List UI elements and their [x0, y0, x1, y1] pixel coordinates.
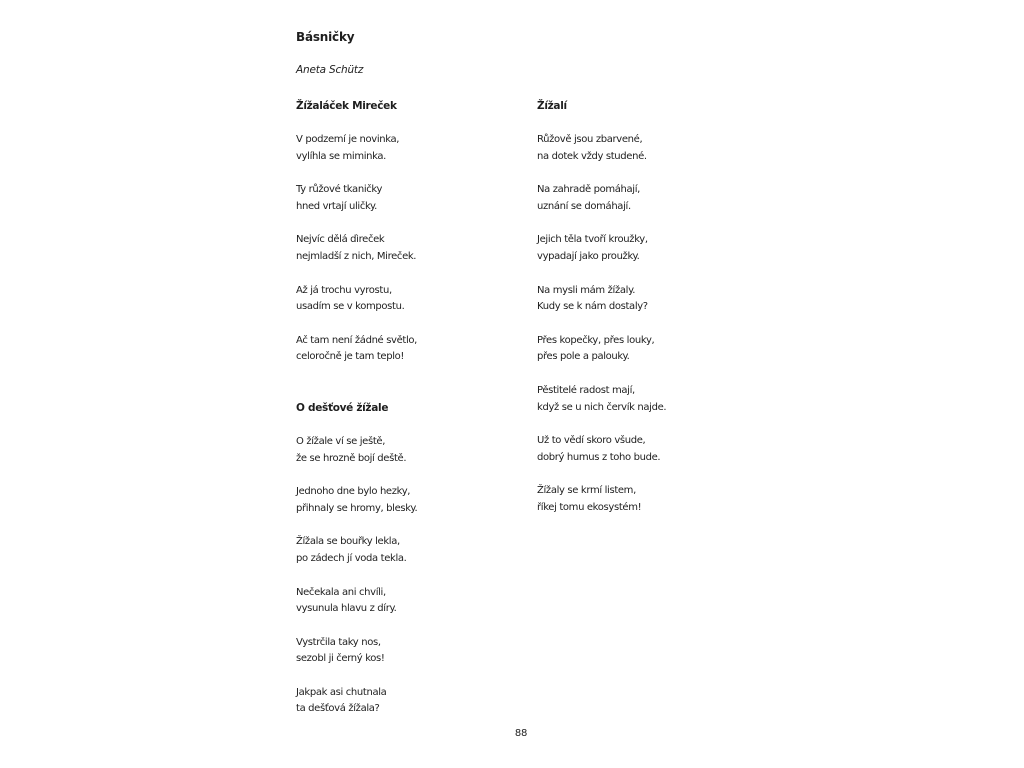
- stanza: [296, 585, 536, 618]
- verse-line: Nejvíc dělá dìreček: [296, 234, 385, 246]
- author-name: Aneta Schütz: [296, 64, 364, 76]
- left-column: [296, 98, 536, 735]
- verse-line: celoročně je tam teplo!: [296, 351, 405, 363]
- right-column: [537, 98, 777, 534]
- poem-title: Žížalí: [537, 100, 567, 112]
- stanza: [296, 484, 536, 517]
- verse-line: přes pole a palouky.: [537, 351, 630, 363]
- verse-line: říkej tomu ekosystém!: [537, 501, 642, 513]
- verse-line: Až já trochu vyrostu,: [296, 284, 392, 296]
- stanza: [296, 182, 536, 215]
- verse-line: dobrý humus z toho bude.: [537, 451, 661, 463]
- stanza: [296, 283, 536, 316]
- verse-line: Jednoho dne bylo hezky,: [296, 486, 411, 498]
- verse-line: po zádech jí voda tekla.: [296, 552, 407, 564]
- verse-line: nejmladší z nich, Mireček.: [296, 250, 417, 262]
- verse-line: Na mysli mám žížaly.: [537, 284, 636, 296]
- verse-line: Žížala se bouřky lekla,: [296, 536, 400, 548]
- verse-line: usadím se v kompostu.: [296, 301, 405, 313]
- stanza: [296, 635, 536, 668]
- verse-line: vysunula hlavu z díry.: [296, 603, 397, 615]
- stanza: [296, 132, 536, 165]
- verse-line: V podzemí je novinka,: [296, 134, 400, 145]
- verse-line: ta dešťová žížala?: [296, 703, 380, 715]
- verse-line: O žížale ví se ještě,: [296, 435, 386, 447]
- verse-line: sezobl ji černý kos!: [296, 653, 385, 665]
- page-number: 88: [514, 728, 528, 739]
- stanza: [537, 182, 777, 215]
- poem: [537, 98, 777, 517]
- poem: [296, 98, 536, 366]
- stanza: [537, 232, 777, 265]
- stanza: [537, 383, 777, 416]
- verse-line: že se hrozně bojí deště.: [296, 452, 407, 464]
- verse-line: na dotek vždy studené.: [537, 150, 647, 162]
- verse-line: vypadají jako proužky.: [537, 250, 640, 262]
- verse-line: Jejich těla tvoří kroužky,: [537, 234, 648, 246]
- poem-spacer: [296, 383, 536, 400]
- stanza: [537, 132, 777, 165]
- stanza: [537, 283, 777, 316]
- verse-line: Už to vědí skoro všude,: [537, 435, 646, 447]
- verse-line: Pěstitelé radost mají,: [537, 384, 635, 396]
- stanza: [296, 232, 536, 265]
- stanza: [537, 483, 777, 516]
- stanza: [296, 685, 536, 718]
- verse-line: Kudy se k nám dostaly?: [537, 301, 648, 313]
- stanza: [296, 333, 536, 366]
- verse-line: uznání se domáhají.: [537, 200, 631, 212]
- stanza: [296, 534, 536, 567]
- verse-line: Ač tam není žádné světlo,: [296, 334, 418, 346]
- stanza: [296, 434, 536, 467]
- verse-line: Žížaly se krmí listem,: [537, 485, 636, 497]
- verse-line: Nečekala ani chvíli,: [296, 586, 386, 598]
- verse-line: přihnaly se hromy, blesky.: [296, 502, 418, 514]
- page-title: Básničky: [296, 30, 355, 44]
- verse-line: Přes kopečky, přes louky,: [537, 334, 655, 346]
- verse-line: Ty růžové tkaničky: [296, 184, 383, 196]
- verse-line: Růžově jsou zbarvené,: [537, 134, 643, 145]
- verse-line: hned vrtají uličky.: [296, 200, 378, 212]
- verse-line: Jakpak asi chutnala: [296, 686, 387, 698]
- verse-line: Vystrčila taky nos,: [296, 636, 381, 648]
- verse-line: když se u nich červík najde.: [537, 401, 667, 413]
- verse-line: Na zahradě pomáhají,: [537, 184, 640, 196]
- verse-line: vylíhla se miminka.: [296, 150, 387, 162]
- stanza: [537, 333, 777, 366]
- poem: [296, 400, 536, 718]
- poem-title: Žížaláček Mireček: [296, 100, 397, 112]
- poem-title: O dešťové žížale: [296, 401, 389, 414]
- stanza: [537, 433, 777, 466]
